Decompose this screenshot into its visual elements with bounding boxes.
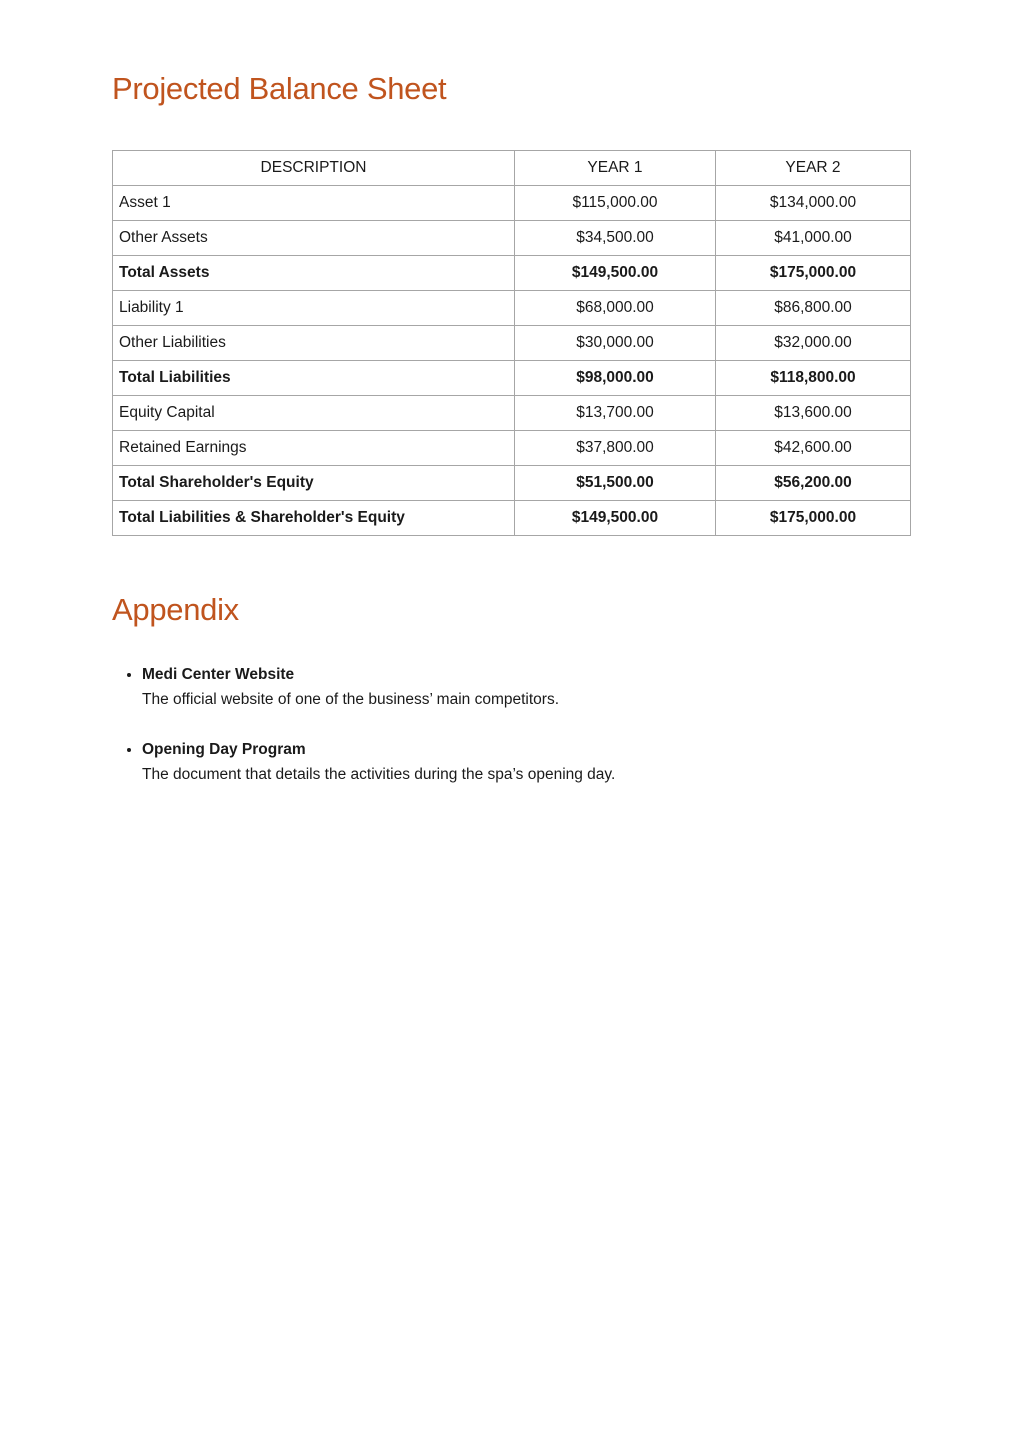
table-total-row bbox=[113, 501, 911, 536]
row-description: Other Assets bbox=[113, 221, 515, 256]
column-header-year-2: YEAR 2 bbox=[716, 151, 911, 186]
table-total-row bbox=[113, 256, 911, 291]
row-year-1-value: $68,000.00 bbox=[515, 291, 716, 326]
row-year-2-value: $41,000.00 bbox=[716, 221, 911, 256]
row-year-2-value: $118,800.00 bbox=[716, 361, 911, 396]
appendix-list bbox=[112, 662, 615, 812]
row-year-1-value: $34,500.00 bbox=[515, 221, 716, 256]
row-year-1-value: $13,700.00 bbox=[515, 396, 716, 431]
balance-sheet-title: Projected Balance Sheet bbox=[112, 71, 447, 106]
row-description: Asset 1 bbox=[113, 186, 515, 221]
row-year-2-value: $175,000.00 bbox=[716, 256, 911, 291]
appendix-item-description: The document that details the activities during the spa’s opening day. bbox=[142, 766, 616, 783]
row-year-1-value: $149,500.00 bbox=[515, 501, 716, 536]
column-header-year-1: YEAR 1 bbox=[515, 151, 716, 186]
table-total-row bbox=[113, 361, 911, 396]
row-year-2-value: $13,600.00 bbox=[716, 396, 911, 431]
row-description: Liability 1 bbox=[113, 291, 515, 326]
column-header-description: DESCRIPTION bbox=[113, 151, 515, 186]
list-item bbox=[142, 737, 615, 787]
appendix-title: Appendix bbox=[112, 592, 239, 627]
table-header-row bbox=[113, 151, 911, 186]
row-description: Total Shareholder's Equity bbox=[113, 466, 515, 501]
row-year-1-value: $98,000.00 bbox=[515, 361, 716, 396]
appendix-item-title: • Opening Day Program bbox=[142, 741, 306, 758]
row-description: Total Liabilities bbox=[113, 361, 515, 396]
row-year-2-value: $42,600.00 bbox=[716, 431, 911, 466]
row-year-1-value: $149,500.00 bbox=[515, 256, 716, 291]
row-description: Retained Earnings bbox=[113, 431, 515, 466]
row-year-2-value: $175,000.00 bbox=[716, 501, 911, 536]
table-row bbox=[113, 186, 911, 221]
appendix-item-title: • Medi Center Website bbox=[142, 666, 295, 683]
row-year-1-value: $115,000.00 bbox=[515, 186, 716, 221]
appendix-item-description: The official website of one of the business’ main competitors. bbox=[142, 691, 559, 708]
table-row bbox=[113, 326, 911, 361]
row-year-2-value: $86,800.00 bbox=[716, 291, 911, 326]
table-total-row bbox=[113, 466, 911, 501]
table-row bbox=[113, 431, 911, 466]
row-description: Equity Capital bbox=[113, 396, 515, 431]
table-row bbox=[113, 291, 911, 326]
row-year-2-value: $56,200.00 bbox=[716, 466, 911, 501]
row-description: Other Liabilities bbox=[113, 326, 515, 361]
row-year-1-value: $51,500.00 bbox=[515, 466, 716, 501]
row-year-1-value: $37,800.00 bbox=[515, 431, 716, 466]
row-description: Total Liabilities & Shareholder's Equity bbox=[113, 501, 515, 536]
table-row bbox=[113, 396, 911, 431]
row-year-1-value: $30,000.00 bbox=[515, 326, 716, 361]
row-year-2-value: $32,000.00 bbox=[716, 326, 911, 361]
list-item bbox=[142, 662, 615, 712]
balance-sheet-table bbox=[112, 150, 911, 536]
row-year-2-value: $134,000.00 bbox=[716, 186, 911, 221]
row-description: Total Assets bbox=[113, 256, 515, 291]
table-row bbox=[113, 221, 911, 256]
